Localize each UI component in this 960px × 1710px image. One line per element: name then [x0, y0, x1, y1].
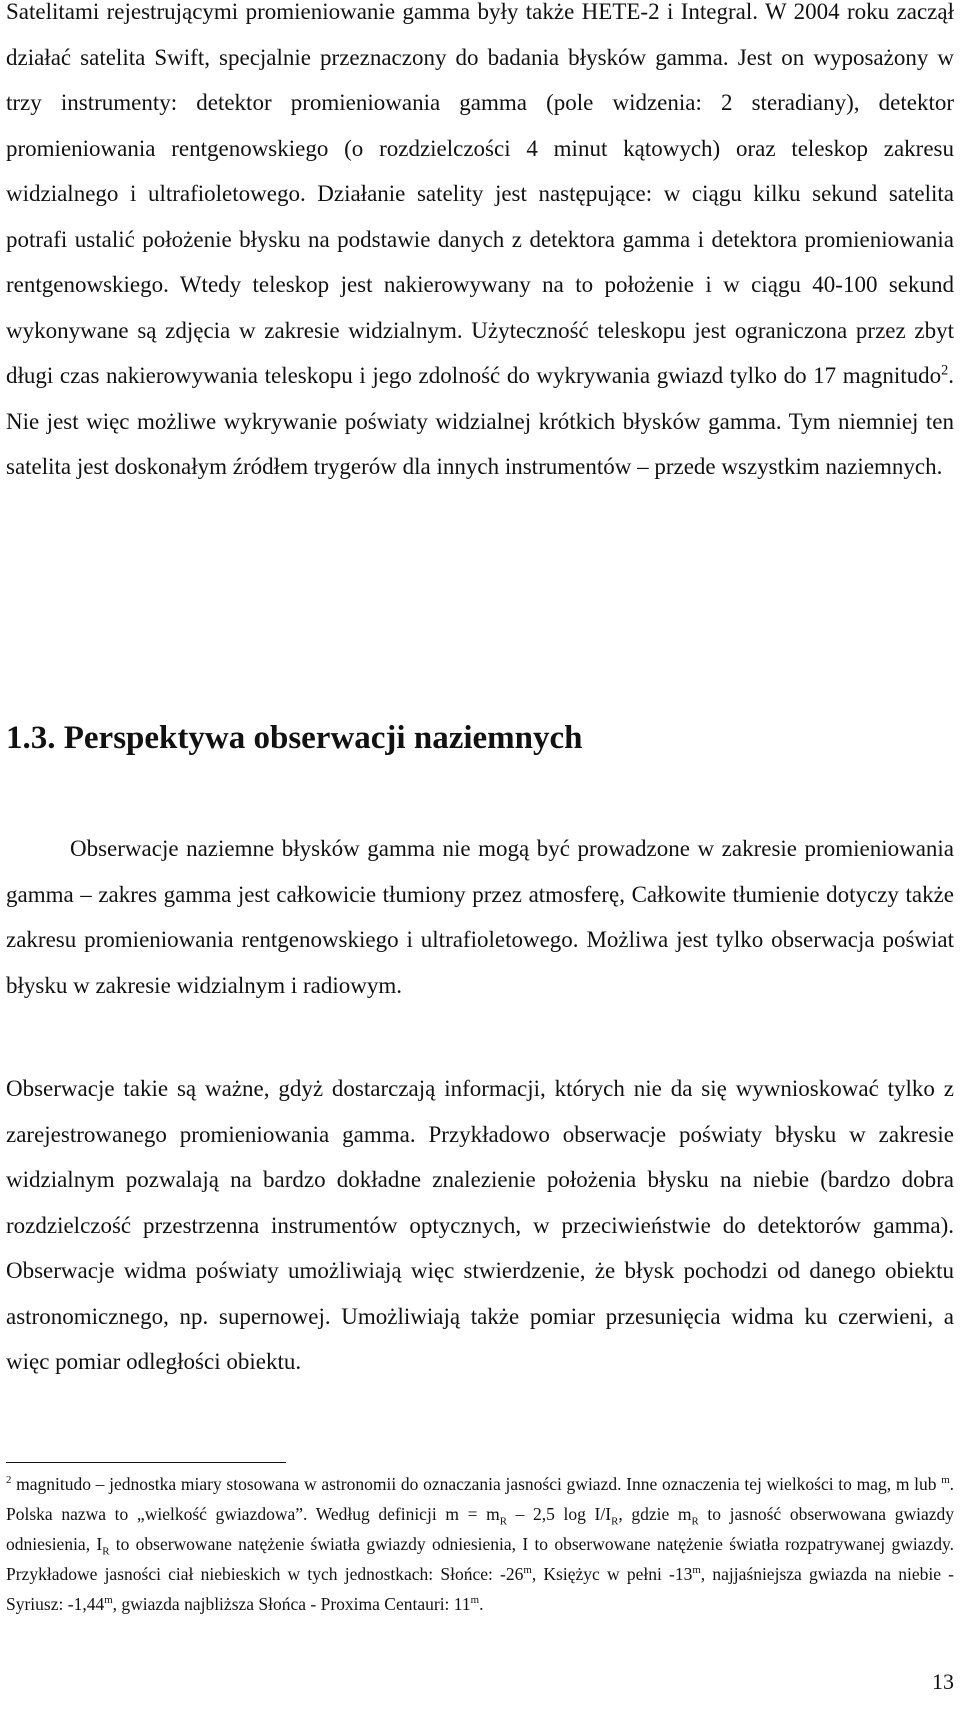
footnote-superscript: m [470, 1594, 480, 1607]
footnote-text: . Polska nazwa to „wielkość gwiazdowa”. Według definicji m = m [6, 1474, 954, 1524]
footnote-text: , Księżyc w pełni -13 [531, 1564, 693, 1584]
section-heading: 1.3. Perspektywa obserwacji naziemnych [6, 720, 583, 756]
footnote-subscript: R [691, 1515, 699, 1528]
footnote-text: magnitudo – jednostka miary stosowana w astronomii do oznaczania jasności gwiazd. Inne oznaczenia tej wielkości to mag, m lub [11, 1474, 942, 1494]
footnote-text: , gwiazda najbliższa Słońca - Proxima Centauri: 11 [112, 1594, 471, 1614]
paragraph-ground-observations [6, 826, 954, 1008]
footnote-text: to jasność obserwowana gwiazdy odniesienia, I [6, 1504, 954, 1554]
footnote-text: , najjaśniejsza gwiazda na niebie - Syriusz: -1,44 [6, 1564, 955, 1614]
footnote-number: 2 [6, 1474, 12, 1487]
page-number: 13 [932, 1669, 954, 1694]
paragraph-afterglow-importance: Obserwacje takie są ważne, gdyż dostarczają informacji, których nie da się wywnioskować tylko z zarejestrowanego promieniowania gamma. Przykładowo obserwacje poświaty błysku w zakresie widzialnym pozwalają na bardzo dokładne znalezienie położenia błysku na niebie (bardzo dobra rozdzielczość przestrzenna instrumentów optycznych, w przeciwieństwie do detektorów gamma). Obserwacje widma poświaty umożliwiają więc stwierdzenie, że błysk pochodzi od danego obiektu astronomicznego, np. supernowej. Umożliwiają także pomiar przesunięcia widma ku czerwieni, a więc pomiar odległości obiektu. [6, 1076, 954, 1374]
footnote [6, 1469, 954, 1619]
footnote-subscript: R [611, 1515, 619, 1528]
footnote-subscript: R [102, 1545, 110, 1558]
paragraph-swift-satellite [6, 0, 954, 490]
footnote-superscript: m [104, 1594, 113, 1607]
footnote-text: to obserwowane natężenie światła gwiazdy odniesienia, I to obserwowane natężenie światła rozpatrywanej gwiazdy. Przykładowe jasności ciał niebieskich w tych jednostkach: Słońce: -26 [6, 1534, 954, 1584]
footnote-reference[interactable]: 2 [941, 362, 949, 379]
footnote-superscript: m [692, 1564, 701, 1577]
footnote-text: , gdzie m [618, 1504, 692, 1524]
footnote-separator [6, 1462, 286, 1463]
paragraph-text: Obserwacje naziemne błysków gamma nie mogą być prowadzone w zakresie promieniowania gamma – zakres gamma jest całkowicie tłumiony przez atmosferę, Całkowite tłumienie dotyczy także zakresu promieniowania rentgenowskiego i ultrafioletowego. Możliwa jest tylko obserwacja poświat błysku w zakresie widzialnym i radiowym. [6, 836, 954, 998]
footnote-superscript: m [941, 1474, 950, 1487]
paragraph-text-continued: . Nie jest więc możliwe wykrywanie poświaty widzialnej krótkich błysków gamma. Tym niemniej ten satelita jest doskonałym źródłem trygerów dla innych instrumentów – przede wszystkim naziemnych. [6, 363, 954, 479]
footnote-subscript: R [499, 1515, 507, 1528]
footnote-text: . [479, 1594, 484, 1614]
paragraph-text: Satelitami rejestrującymi promieniowanie gamma były także HETE-2 i Integral. W 2004 roku zaczął działać satelita Swift, specjalnie przeznaczony do badania błysków gamma. Jest on wyposażony w trzy instrumenty: detektor promieniowania gamma (pole widzenia: 2 steradiany), detektor promieniowania rentgenowskiego (o rozdzielczości 4 minut kątowych) oraz teleskop zakresu widzialnego i ultrafioletowego. Działanie satelity jest następujące: w ciągu kilku sekund satelita potrafi ustalić położenie błysku na podstawie danych z detektora gamma i detektora promieniowania rentgenowskiego. Wtedy teleskop jest nakierowywany na to położenie i w ciągu 40-100 sekund wykonywane są zdjęcia w zakresie widzialnym. Użyteczność teleskopu jest ograniczona przez zbyt długi czas nakierowywania teleskopu i jego zdolność do wykrywania gwiazd tylko do 17 magnitudo [6, 0, 954, 388]
footnote-text: – 2,5 log I/I [506, 1504, 612, 1524]
footnote-superscript: m [523, 1564, 532, 1577]
